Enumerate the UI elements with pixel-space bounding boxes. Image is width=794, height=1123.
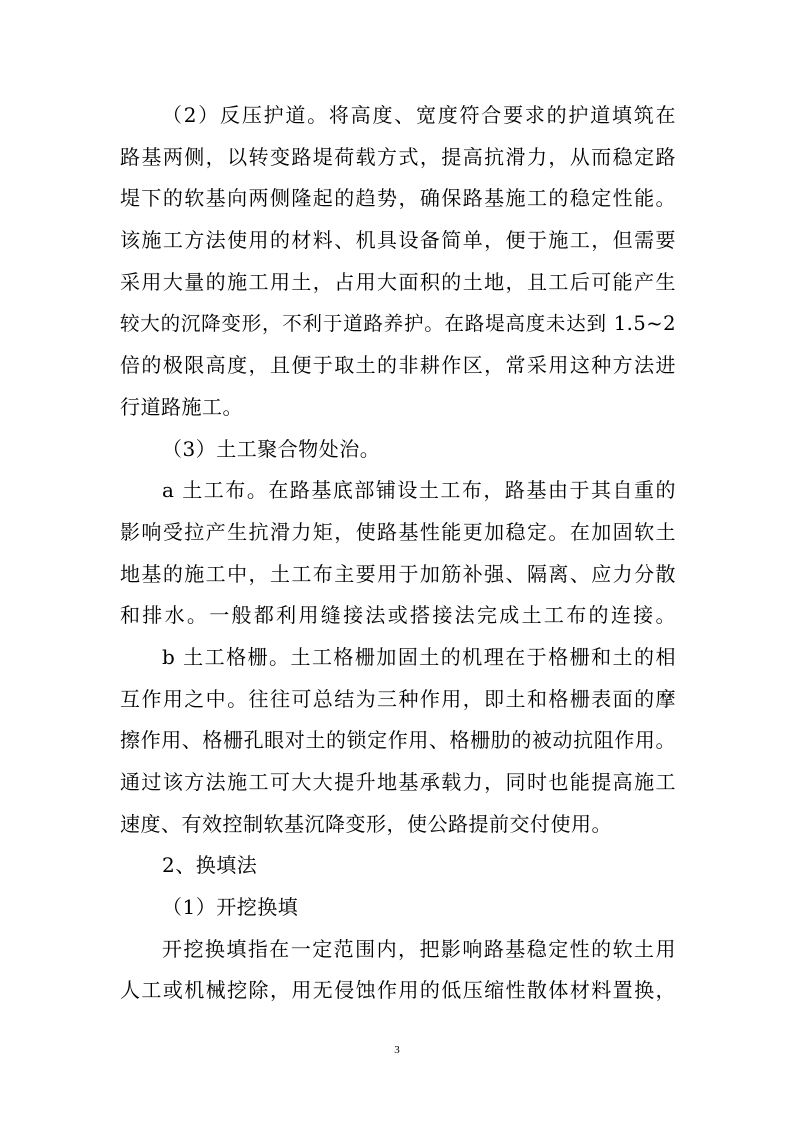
text-line: 互作用之中。往往可总结为三种作用，即土和格栅表面的摩 [120, 686, 676, 711]
text-line: 人工或机械挖除，用无侵蚀作用的低压缩性散体材料置换， [120, 978, 676, 1003]
text-line: 通过该方法施工可大大提升地基承载力，同时也能提高施工 [120, 770, 676, 794]
text-line: 采用大量的施工用土，占用大面积的土地，且工后可能产生 [120, 269, 676, 294]
subsection-heading: （1）开挖换填 [162, 895, 299, 920]
text-line: 该施工方法使用的材料、机具设备简单，便于施工，但需要 [120, 228, 676, 253]
text-line: 擦作用、格栅孔眼对土的锁定作用、格栅肋的被动抗阻作用。 [120, 728, 676, 753]
text-line: a 土工布。在路基底部铺设土工布，路基由于其自重的 [162, 478, 676, 503]
text-line: 行道路施工。 [120, 394, 243, 419]
text-line: 地基的施工中，土工布主要用于加筋补强、隔离、应力分散 [120, 561, 676, 586]
text-line: 较大的沉降变形，不利于道路养护。在路堤高度未达到 1.5~2 [120, 312, 676, 336]
section-heading: 2、换填法 [162, 853, 258, 878]
text-line: b 土工格栅。土工格栅加固土的机理在于格栅和土的相 [162, 644, 676, 669]
text-line: 开挖换填指在一定范围内，把影响路基稳定性的软土用 [162, 936, 676, 961]
document-body [120, 95, 676, 1012]
text-line: （3）土工聚合物处治。 [162, 436, 381, 461]
text-line: 影响受拉产生抗滑力矩，使路基性能更加稳定。在加固软土 [120, 519, 676, 544]
text-line: 速度、有效控制软基沉降变形，使公路提前交付使用。 [120, 811, 612, 836]
text-line: 路基两侧，以转变路堤荷载方式，提高抗滑力，从而稳定路 [120, 144, 676, 169]
text-line: 倍的极限高度，且便于取土的非耕作区，常采用这种方法进 [120, 353, 676, 378]
page-number: 3 [394, 1044, 400, 1056]
text-line: 堤下的软基向两侧隆起的趋势，确保路基施工的稳定性能。 [120, 186, 676, 211]
text-line: （2）反压护道。将高度、宽度符合要求的护道填筑在 [162, 103, 676, 127]
text-line: 和排水。一般都利用缝接法或搭接法完成土工布的连接。 [120, 603, 676, 628]
